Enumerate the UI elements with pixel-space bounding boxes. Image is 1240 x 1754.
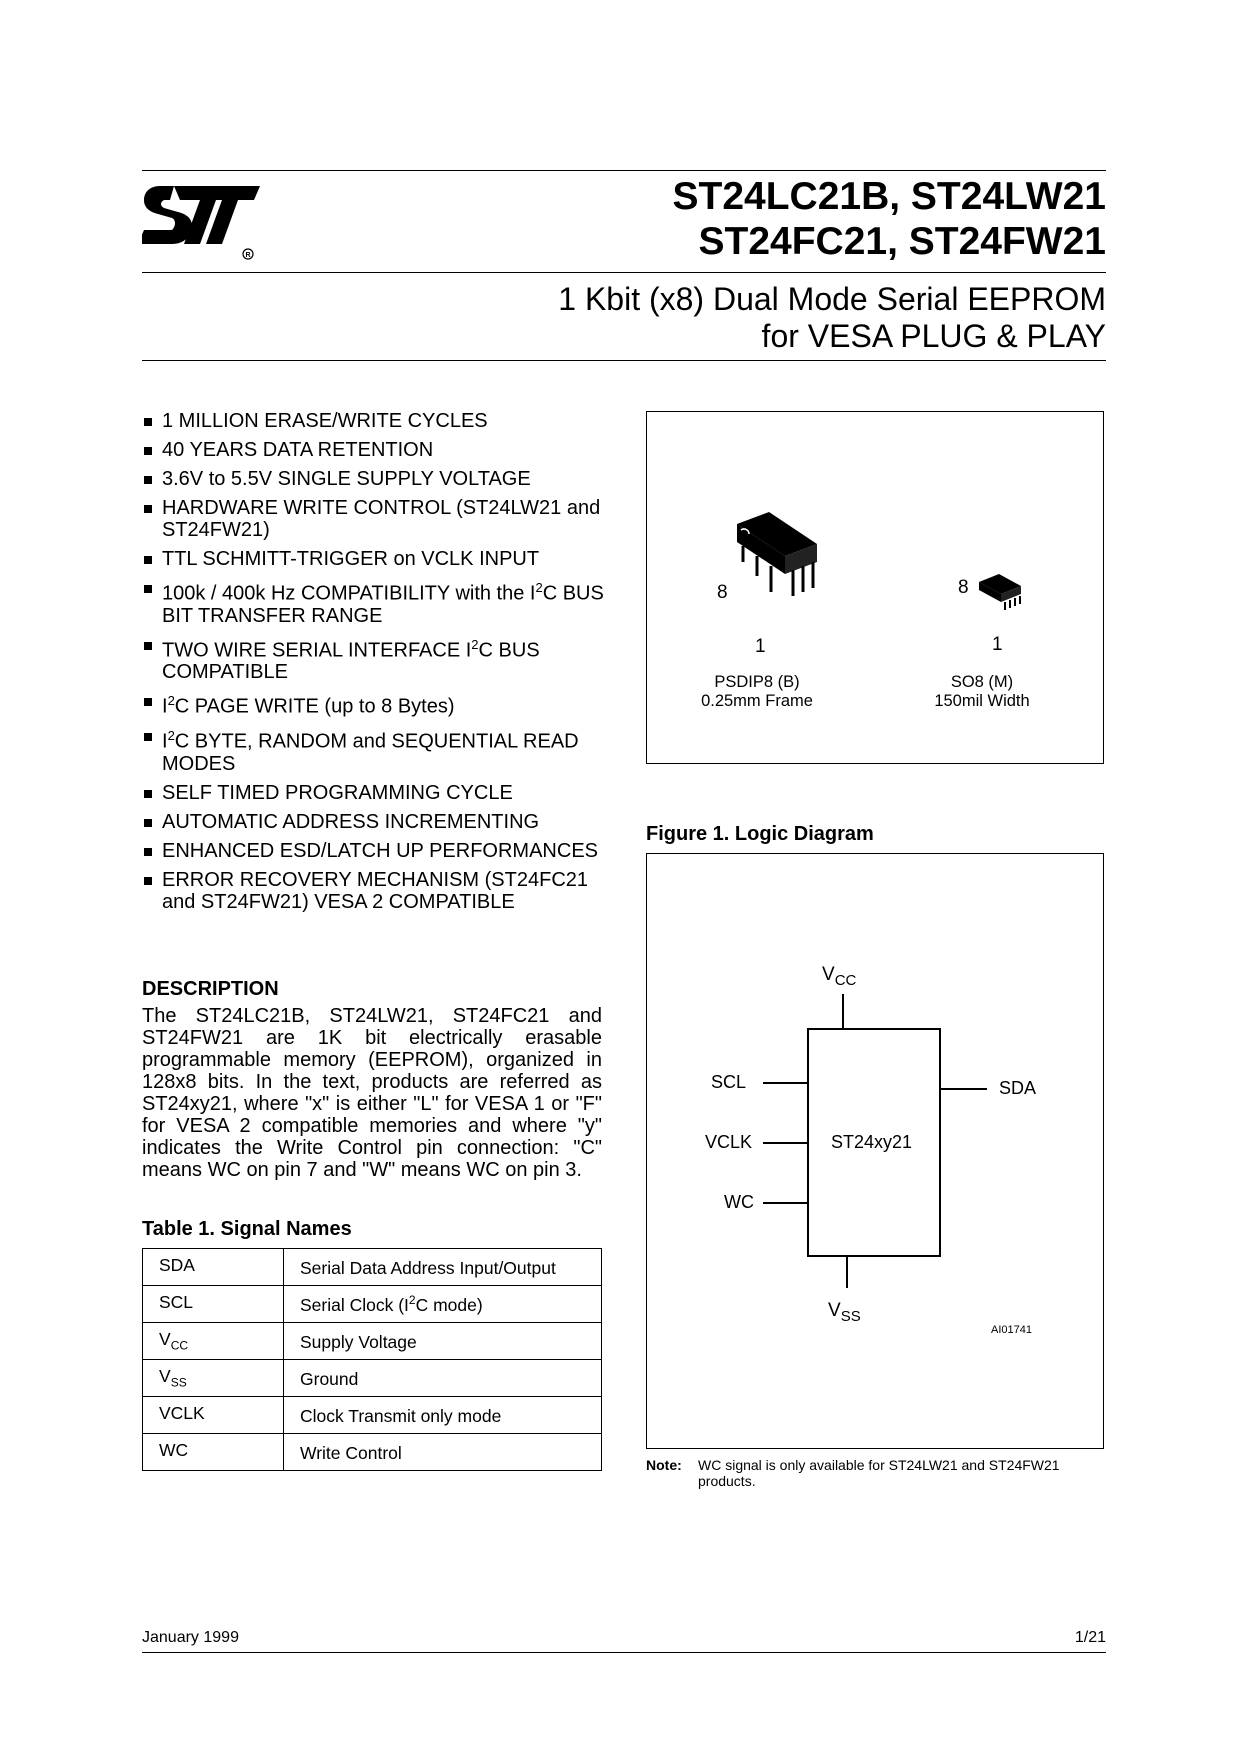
signal-desc: Supply Voltage <box>300 1331 417 1352</box>
dip-pin-1: 1 <box>755 636 766 657</box>
table-caption: Table 1. Signal Names <box>142 1218 352 1240</box>
document-title <box>673 174 1107 264</box>
signal-desc-after: C mode) <box>415 1294 483 1315</box>
so-pin-8: 8 <box>958 577 969 598</box>
feature-item <box>142 577 612 627</box>
dip-caption <box>677 673 837 711</box>
signal-desc-cell <box>284 1397 602 1434</box>
signal-name-cell <box>143 1397 284 1434</box>
superscript: 2 <box>535 580 543 595</box>
page-number: 1/21 <box>1074 1629 1106 1646</box>
table-row <box>143 1434 602 1471</box>
vcc-sub: CC <box>834 971 857 989</box>
feature-item: ENHANCED ESD/LATCH UP PERFORMANCES <box>142 840 612 862</box>
signal-name: V <box>159 1329 171 1350</box>
feature-text: C BYTE, RANDOM and SEQUENTIAL READ MODES <box>162 730 579 775</box>
so-detail: 150mil Width <box>934 692 1030 710</box>
signal-name-cell <box>143 1323 284 1360</box>
figure-caption: Figure 1. Logic Diagram <box>646 823 874 845</box>
feature-text: I <box>162 730 168 753</box>
feature-item: TTL SCHMITT-TRIGGER on VCLK INPUT <box>142 548 612 570</box>
footer-date: January 1999 <box>142 1629 239 1646</box>
signal-desc: Serial Data Address Input/Output <box>300 1257 556 1278</box>
top-rule <box>142 170 1106 171</box>
vss-main: V <box>828 1300 841 1321</box>
vcc-label <box>822 964 856 989</box>
signal-name-cell <box>143 1434 284 1471</box>
feature-item <box>142 690 612 718</box>
svg-text:R: R <box>245 252 251 259</box>
document-subtitle <box>558 281 1106 355</box>
vclk-label: VCLK <box>705 1132 753 1152</box>
dip-package-icon <box>727 512 832 602</box>
signal-desc-sup: 2 <box>408 1292 416 1307</box>
superscript: 2 <box>471 636 479 652</box>
feature-item: ERROR RECOVERY MECHANISM (ST24FC21 and ST24FW21) VESA 2 COMPATIBLE <box>142 869 612 913</box>
dip-detail: 0.25mm Frame <box>701 692 813 710</box>
signal-desc: Serial Clock (I <box>300 1294 409 1315</box>
signal-name-cell <box>143 1360 284 1397</box>
so-caption <box>902 673 1062 711</box>
table-row <box>143 1286 602 1323</box>
so-package-icon <box>977 572 1027 614</box>
signal-desc: Ground <box>300 1368 359 1389</box>
feature-item: 1 MILLION ERASE/WRITE CYCLES <box>142 410 612 432</box>
signal-name-sub: SS <box>170 1375 187 1390</box>
vcc-main: V <box>822 964 835 985</box>
feature-text: I <box>162 695 168 718</box>
scl-label: SCL <box>711 1072 747 1092</box>
so-pin-1: 1 <box>992 634 1003 655</box>
signal-desc: Write Control <box>300 1442 402 1463</box>
feature-item: SELF TIMED PROGRAMMING CYCLE <box>142 782 612 804</box>
table-row <box>143 1323 602 1360</box>
feature-item: 40 YEARS DATA RETENTION <box>142 439 612 461</box>
title-line-1: ST24LC21B, ST24LW21 <box>672 175 1106 218</box>
footer-rule <box>142 1652 1106 1653</box>
feature-item: HARDWARE WRITE CONTROL (ST24LW21 and ST24FW21) <box>142 497 612 541</box>
wc-label: WC <box>724 1192 754 1212</box>
figure-code: AI01741 <box>991 1324 1032 1336</box>
signal-name: SDA <box>159 1255 195 1276</box>
description-heading: DESCRIPTION <box>142 978 279 1000</box>
feature-item: 3.6V to 5.5V SINGLE SUPPLY VOLTAGE <box>142 468 612 490</box>
st-logo-icon <box>142 184 270 260</box>
superscript: 2 <box>167 727 175 743</box>
description-text: The ST24LC21B, ST24LW21, ST24FC21 and ST24FW21 are 1K bit electrically erasable programmable memory (EEPROM), organized in 128x8 bits. In the text, products are referred as ST24xy21, where "x" is either "L" for VESA 1 or "F" for VESA 2 compatible memories and where "y" indicates the Write Control pin connection: "C" means WC on pin 7 and "W" means WC on pin 3. <box>142 1005 602 1181</box>
table-row <box>143 1360 602 1397</box>
signal-desc-cell <box>284 1286 602 1323</box>
signal-name: VCLK <box>159 1403 205 1424</box>
signal-desc: Clock Transmit only mode <box>300 1405 502 1426</box>
subtitle-line-2: for VESA PLUG & PLAY <box>761 318 1106 354</box>
signal-name: SCL <box>159 1292 194 1313</box>
feature-item <box>142 725 612 775</box>
so-name: SO8 (M) <box>950 673 1014 691</box>
superscript: 2 <box>167 693 175 709</box>
title-rule <box>142 272 1106 273</box>
feature-text: C PAGE WRITE (up to 8 Bytes) <box>174 695 455 718</box>
feature-item: AUTOMATIC ADDRESS INCREMENTING <box>142 811 612 833</box>
signal-name-sub: CC <box>170 1338 189 1353</box>
logic-diagram-box <box>646 853 1104 1449</box>
signal-desc-cell <box>284 1323 602 1360</box>
subtitle-line-1: 1 Kbit (x8) Dual Mode Serial EEPROM <box>558 281 1106 317</box>
dip-name: PSDIP8 (B) <box>714 673 800 691</box>
note-text: WC signal is only available for ST24LW21 and ST24FW21 products. <box>698 1457 1060 1489</box>
vss-sub: SS <box>840 1307 861 1325</box>
package-box <box>646 411 1104 764</box>
table-row <box>143 1249 602 1286</box>
subtitle-rule <box>142 360 1106 361</box>
signal-desc-cell <box>284 1360 602 1397</box>
signal-name: V <box>159 1366 171 1387</box>
feature-item <box>142 634 612 684</box>
note-label: Note: <box>646 1457 682 1473</box>
signal-desc-cell <box>284 1434 602 1471</box>
sda-label: SDA <box>999 1078 1037 1098</box>
signal-name-cell <box>143 1286 284 1323</box>
feature-text: 100k / 400k Hz COMPATIBILITY with the I <box>162 582 536 605</box>
signal-name-cell <box>143 1249 284 1286</box>
feature-text: C BUS COMPATIBLE <box>162 639 540 684</box>
signal-desc-cell <box>284 1249 602 1286</box>
signal-names-table <box>142 1248 602 1471</box>
title-line-2: ST24FC21, ST24FW21 <box>698 220 1106 263</box>
feature-text: C BUS BIT TRANSFER RANGE <box>162 582 604 627</box>
feature-list <box>142 410 612 920</box>
dip-pin-8: 8 <box>717 582 728 603</box>
feature-text: TWO WIRE SERIAL INTERFACE I <box>162 639 472 662</box>
vss-label <box>828 1300 861 1325</box>
signal-name: WC <box>159 1440 189 1461</box>
chip-label: ST24xy21 <box>831 1132 913 1152</box>
table-row <box>143 1397 602 1434</box>
